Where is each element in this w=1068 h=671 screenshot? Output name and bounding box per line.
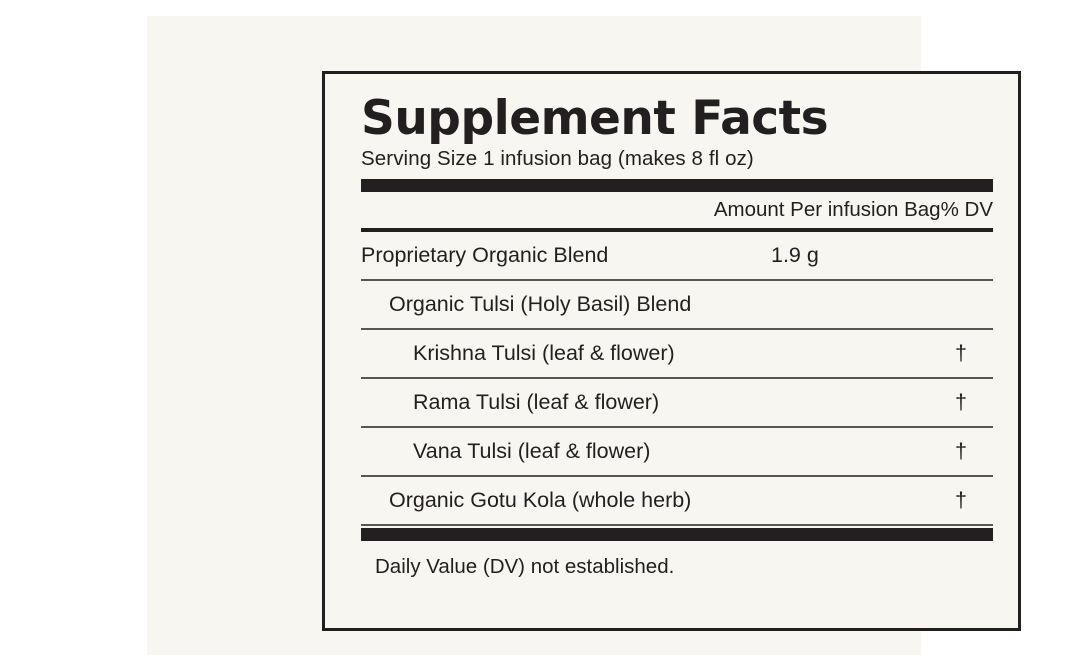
- supplement-facts-content: [361, 91, 993, 579]
- divider-thick-top: [361, 179, 993, 192]
- nutrient-name: Rama Tulsi (leaf & flower): [413, 390, 660, 415]
- table-header-row: [361, 192, 993, 228]
- supplement-facts-box: [322, 71, 1021, 631]
- column-header-amount: Amount Per infusion Bag: [713, 198, 941, 222]
- product-label-panel: [147, 16, 993, 655]
- nutrient-name: Vana Tulsi (leaf & flower): [413, 439, 651, 464]
- page-title: Supplement Facts: [361, 91, 829, 146]
- table-row: [361, 281, 993, 328]
- divider-thick-bottom: [361, 528, 993, 541]
- nutrient-name: Organic Tulsi (Holy Basil) Blend: [389, 292, 692, 317]
- table-row: [361, 477, 993, 524]
- divider-thin: [361, 524, 993, 526]
- table-row: [361, 232, 993, 279]
- serving-size-text: Serving Size 1 infusion bag (makes 8 fl oz): [361, 147, 754, 171]
- column-header-daily-value: % DV: [940, 198, 993, 222]
- nutrient-daily-value: †: [955, 390, 967, 415]
- footnote-text: Daily Value (DV) not established.: [375, 555, 675, 579]
- nutrient-daily-value: †: [955, 439, 967, 464]
- table-row: [361, 330, 993, 377]
- nutrient-name: Proprietary Organic Blend: [361, 243, 609, 268]
- nutrient-amount: 1.9 g: [771, 243, 819, 268]
- nutrient-daily-value: †: [955, 488, 967, 513]
- nutrient-name: Krishna Tulsi (leaf & flower): [413, 341, 675, 366]
- nutrient-name: Organic Gotu Kola (whole herb): [389, 488, 692, 513]
- nutrient-daily-value: †: [955, 341, 967, 366]
- table-row: [361, 428, 993, 475]
- table-row: [361, 379, 993, 426]
